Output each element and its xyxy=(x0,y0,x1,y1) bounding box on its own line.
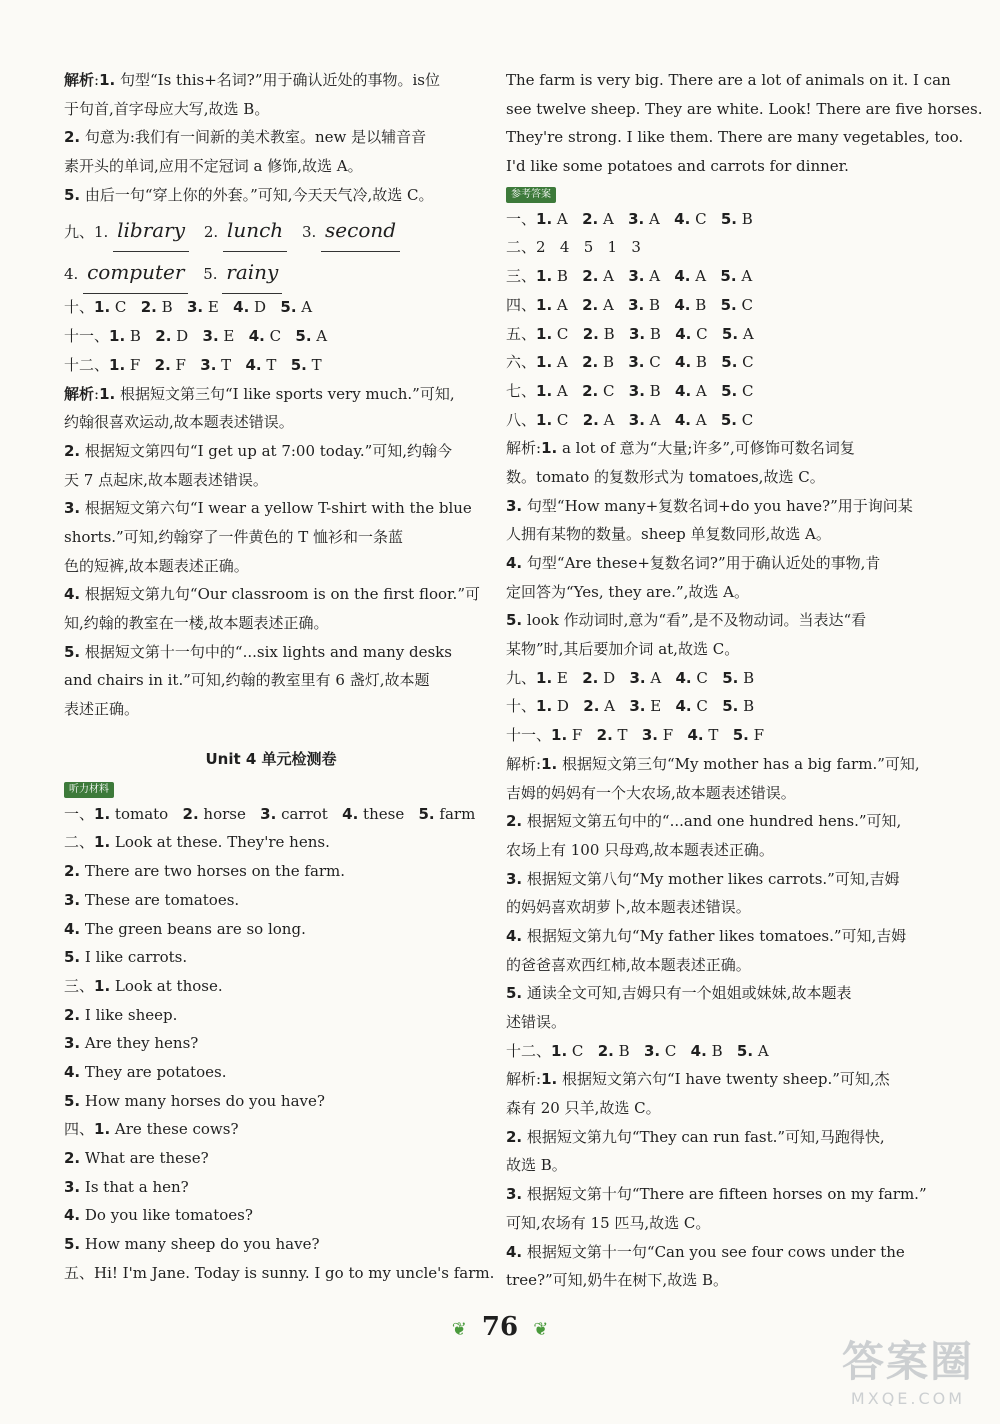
listening-line: 3. Is that a hen? xyxy=(64,1177,189,1196)
listening-line: 4. The green beans are so long. xyxy=(64,919,306,938)
left-top-line: 2. 句意为:我们有一间新的美术教室。new 是以辅音音 xyxy=(64,128,427,147)
listening-material-tag: 听力材料 xyxy=(64,782,114,798)
left-answers-line: and chairs in it.”可知,约翰的教室里有 6 盏灯,故本题 xyxy=(64,671,430,690)
passage-line: They're strong. I like them. There are many vegetables, too. xyxy=(506,128,964,147)
listening-line: 4. They are potatoes. xyxy=(64,1062,227,1081)
listening-line: 4. Do you like tomatoes? xyxy=(64,1206,253,1225)
answers-line: 十二、1. C 2. B 3. C 4. B 5. A xyxy=(506,1041,769,1060)
hw-answer-computer: computer xyxy=(83,251,188,294)
listening-line: 2. There are two horses on the farm. xyxy=(64,862,346,881)
passage-line: see twelve sheep. They are white. Look! There are five horses. xyxy=(506,99,983,118)
answers-line: 5. 通读全文可知,吉姆只有一个姐姐或妹妹,故本题表 xyxy=(506,984,852,1003)
answers-line: 五、1. C 2. B 3. B 4. C 5. A xyxy=(506,324,754,343)
listening-line: 5. How many horses do you have? xyxy=(64,1091,325,1110)
page-number: 76 xyxy=(481,1312,519,1342)
answers-line: 的爸爸喜欢西红柿,故本题表述正确。 xyxy=(506,955,751,974)
left-answers-line: 解析:1. 根据短文第三句“I like sports very much.”可知, xyxy=(64,384,455,403)
answers-line: 解析:1. 根据短文第六句“I have twenty sheep.”可知,杰 xyxy=(506,1070,890,1089)
left-top-line: 5. 由后一句“穿上你的外套。”可知,今天天气冷,故选 C。 xyxy=(64,185,434,204)
answers-line: 2. 根据短文第九句“They can run fast.”可知,马跑得快, xyxy=(506,1127,885,1146)
hw-num-2: 2. xyxy=(203,223,219,242)
answers-line: 可知,农场有 15 匹马,故选 C。 xyxy=(506,1213,711,1232)
listening-line: 3. These are tomatoes. xyxy=(64,890,240,909)
answers-line: 三、1. B 2. A 3. A 4. A 5. A xyxy=(506,267,753,286)
answers-line: 定回答为“Yes, they are.”,故选 A。 xyxy=(506,582,749,601)
answers-line: 某物”时,其后要加介词 at,故选 C。 xyxy=(506,640,740,659)
left-answers-line: 色的短裤,故本题表述正确。 xyxy=(64,556,249,575)
left-column xyxy=(64,66,495,1287)
left-answers-block xyxy=(64,293,478,723)
left-top-line: 解析:1. 句型“Is this+名词?”用于确认近处的事物。is位 xyxy=(64,71,441,89)
listening-line: 三、1. Look at those. xyxy=(64,976,223,995)
answers-line: 的妈妈喜欢胡萝卜,故本题表述错误。 xyxy=(506,898,751,917)
watermark-logo xyxy=(842,1329,974,1408)
watermark-url: MXQE.COM xyxy=(850,1389,966,1408)
left-top-line: 于句首,首字母应大写,故选 B。 xyxy=(64,99,270,118)
listening-line: 四、1. Are these cows? xyxy=(64,1120,239,1139)
hw-num-5: 5. xyxy=(203,265,218,284)
hw-num-4: 4. xyxy=(64,265,79,284)
left-explanation-block xyxy=(64,66,478,209)
unit-title: Unit 4 单元检测卷 xyxy=(205,749,337,768)
answers-line: tree?”可知,奶牛在树下,故选 B。 xyxy=(506,1271,728,1290)
answers-line: 森有 20 只羊,故选 C。 xyxy=(506,1099,661,1118)
right-column xyxy=(506,66,983,1295)
listening-line: 二、1. Look at these. They're hens. xyxy=(64,833,330,852)
left-answers-line: shorts.”可知,约翰穿了一件黄色的 T 恤衫和一条蓝 xyxy=(64,527,404,546)
answers-line: 3. 根据短文第十句“There are fifteen horses on my farm.” xyxy=(506,1185,927,1204)
answers-line: 八、1. C 2. A 3. A 4. A 5. C xyxy=(506,410,754,429)
listening-line: 一、1. tomato 2. horse 3. carrot 4. these 5. farm xyxy=(64,804,476,823)
handwritten-answers-row-1 xyxy=(64,209,478,251)
answers-line: 4. 根据短文第十一句“Can you see four cows under the xyxy=(506,1242,905,1261)
listening-line: 2. I like sheep. xyxy=(64,1005,178,1024)
hw-prefix: 九、1. xyxy=(64,223,109,242)
hw-answer-lunch: lunch xyxy=(223,209,287,252)
left-answers-line: 十二、1. F 2. F 3. T 4. T 5. T xyxy=(64,355,322,374)
answers-line: 2. 根据短文第五句中的“...and one hundred hens.”可知, xyxy=(506,812,902,831)
answers-line: 吉姆的妈妈有一个大农场,故本题表述错误。 xyxy=(506,783,796,802)
listening-line: 2. What are these? xyxy=(64,1149,209,1167)
left-answers-line: 5. 根据短文第十一句中的“...six lights and many desks xyxy=(64,642,452,661)
left-answers-line: 十、1. C 2. B 3. E 4. D 5. A xyxy=(64,298,313,317)
left-answers-line: 4. 根据短文第九句“Our classroom is on the first floor.”可 xyxy=(64,585,480,604)
watermark-title: 答案圈 xyxy=(841,1337,974,1386)
listening-line: 3. Are they hens? xyxy=(64,1034,199,1053)
answers-line: 农场上有 100 只母鸡,故本题表述正确。 xyxy=(506,840,774,859)
answers-line: 故选 B。 xyxy=(506,1156,567,1175)
answers-line: 5. look 作动词时,意为“看”,是不及物动词。当表达“看 xyxy=(506,611,867,630)
left-answers-line: 天 7 点起床,故本题表述错误。 xyxy=(64,470,268,489)
answers-line: 一、1. A 2. A 3. A 4. C 5. B xyxy=(506,209,753,228)
reference-answer-tag: 参考答案 xyxy=(506,187,556,203)
listening-line: 5. I like carrots. xyxy=(64,948,188,967)
answers-line: 十一、1. F 2. T 3. F 4. T 5. F xyxy=(506,726,765,745)
left-answers-line: 3. 根据短文第六句“I wear a yellow T-shirt with the blue xyxy=(64,499,472,518)
left-answers-line: 十一、1. B 2. D 3. E 4. C 5. A xyxy=(64,327,328,346)
left-top-line: 素开头的单词,应用不定冠词 a 修饰,故选 A。 xyxy=(64,157,363,176)
handwritten-answers-row-2 xyxy=(64,251,478,293)
answers-line: 4. 根据短文第九句“My father likes tomatoes.”可知,吉姆 xyxy=(506,926,907,945)
answers-line: 九、1. E 2. D 3. A 4. C 5. B xyxy=(506,668,755,687)
reference-answers-block xyxy=(506,205,927,1295)
listening-material-block xyxy=(64,800,495,1288)
hw-num-3: 3. xyxy=(301,223,317,242)
leaf-right-icon: ❦ xyxy=(533,1319,549,1340)
hw-answer-rainy: rainy xyxy=(222,251,282,294)
hw-answer-library: library xyxy=(113,209,189,252)
answers-line: 数。tomato 的复数形式为 tomatoes,故选 C。 xyxy=(506,467,825,486)
listening-line: 五、Hi! I'm Jane. Today is sunny. I go to my uncle's farm. xyxy=(64,1263,495,1282)
answers-line: 二、2 4 5 1 3 xyxy=(506,238,641,257)
answers-line: 十、1. D 2. A 3. E 4. C 5. B xyxy=(506,697,755,716)
answers-line: 解析:1. a lot of 意为“大量;许多”,可修饰可数名词复 xyxy=(506,439,855,458)
left-answers-line: 2. 根据短文第四句“I get up at 7:00 today.”可知,约翰今 xyxy=(64,441,453,460)
answers-line: 述错误。 xyxy=(506,1013,567,1031)
listening-passage-block xyxy=(506,66,983,181)
left-answers-line: 知,约翰的教室在一楼,故本题表述正确。 xyxy=(64,614,329,632)
answers-line: 六、1. A 2. B 3. C 4. B 5. C xyxy=(506,353,754,372)
passage-line: I'd like some potatoes and carrots for dinner. xyxy=(506,157,849,176)
answers-line: 4. 句型“Are these+复数名词?”用于确认近处的事物,肯 xyxy=(506,554,881,572)
answers-line: 解析:1. 根据短文第三句“My mother has a big farm.”可知, xyxy=(506,754,920,773)
leaf-left-icon: ❦ xyxy=(451,1319,467,1340)
answers-line: 人拥有某物的数量。sheep 单复数同形,故选 A。 xyxy=(506,525,831,544)
left-answers-line: 约翰很喜欢运动,故本题表述错误。 xyxy=(64,413,294,432)
answers-line: 四、1. A 2. A 3. B 4. B 5. C xyxy=(506,295,753,314)
left-answers-line: 表述正确。 xyxy=(64,700,140,719)
listening-line: 5. How many sheep do you have? xyxy=(64,1235,320,1254)
answers-line: 3. 句型“How many+复数名词+do you have?”用于询问某 xyxy=(506,496,913,515)
passage-line: The farm is very big. There are a lot of animals on it. I can xyxy=(506,71,951,89)
answers-line: 七、1. A 2. C 3. B 4. A 5. C xyxy=(506,381,754,400)
answers-line: 3. 根据短文第八句“My mother likes carrots.”可知,吉姆 xyxy=(506,869,900,888)
hw-answer-second: second xyxy=(321,209,400,252)
